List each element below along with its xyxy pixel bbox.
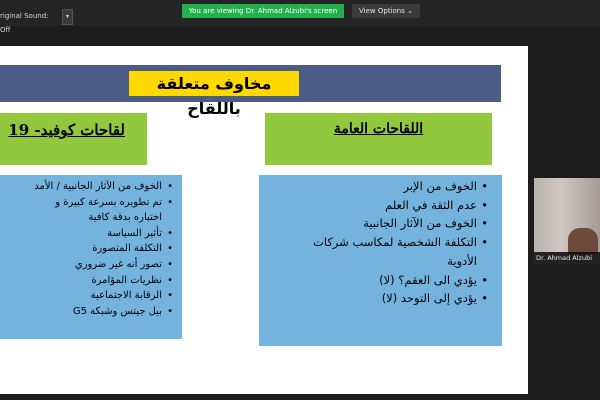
list-item: • يؤدي الى العقم؟ (لا) — [259, 271, 488, 290]
list-item: • تأثير السياسة — [0, 226, 173, 242]
list-item: • عدم الثقة في العلم — [259, 196, 488, 215]
covid-vaccines-heading: لقاحات كوفيد- 19 — [8, 121, 125, 139]
list-item-continuation: الأدوية — [447, 253, 477, 268]
list-item-continuation: اختباره بدقة كافية — [88, 212, 162, 224]
list-item: • الخوف من الإبر — [259, 177, 488, 196]
list-item: • تصور أنه غير ضروري — [0, 257, 173, 273]
meeting-toolbar — [0, 0, 600, 34]
screen-share-banner: You are viewing Dr. Ahmad Alzubi's screen — [182, 4, 344, 18]
participant-silhouette — [568, 228, 598, 254]
original-sound-toggle[interactable]: riginal Sound: Off — [0, 12, 49, 34]
participant-video-tile[interactable] — [534, 178, 600, 264]
list-item: • التكلفة المتصورة — [0, 241, 173, 257]
list-item: • تم تطويره بسرعة كبيرة و — [0, 195, 173, 211]
sound-options-dropdown[interactable]: ▾ — [62, 9, 73, 25]
covid-concerns-list — [0, 175, 182, 319]
covid-vaccines-heading-box — [0, 113, 147, 165]
list-item: • نظريات المؤامرة — [0, 273, 173, 289]
general-vaccines-heading-box — [265, 113, 492, 165]
list-item: • التكلفة الشخصية لمكاسب شركات — [259, 233, 488, 252]
general-concerns-list — [259, 175, 502, 308]
shared-slide — [0, 46, 528, 394]
list-item: • بيل جيتس وشبكة G5 — [0, 304, 173, 320]
slide-title-band — [0, 65, 501, 118]
general-vaccines-heading: اللقاحات العامة — [333, 121, 424, 137]
list-item: • الخوف من الآثار الجانبية — [259, 214, 488, 233]
list-item: • يؤدي إلى التوحد (لا) — [259, 289, 488, 308]
participant-name: Dr. Ahmad Alzubi — [534, 252, 600, 264]
covid-concerns-box — [0, 175, 182, 339]
view-options-button[interactable]: View Options ⌄ — [352, 4, 420, 18]
list-item: • الرقابة الاجتماعية — [0, 288, 173, 304]
general-concerns-box — [259, 175, 502, 346]
slide-title: مخاوف متعلقة باللقاح — [129, 71, 299, 96]
list-item: • الخوف من الآثار الجانبية / الأمد — [0, 179, 173, 195]
